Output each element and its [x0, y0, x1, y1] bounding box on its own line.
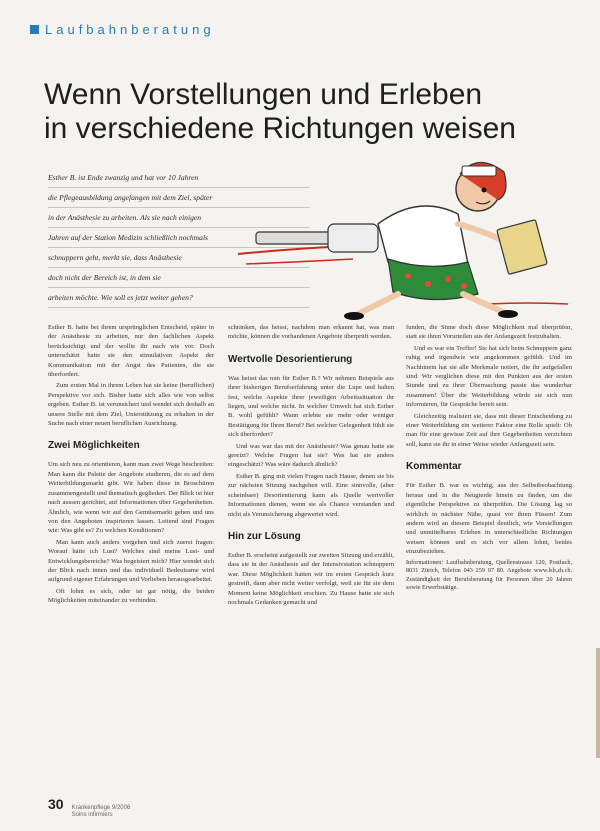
intro-line: in der Anästhesie zu arbeiten. Als sie nach einigen — [48, 208, 310, 228]
column-3 — [406, 323, 572, 595]
footer-line-1: Krankenpflege 9/2006 — [71, 805, 131, 811]
paragraph: Oft lohnt es sich, oder ist gar nötig, die beiden Möglichkeiten miteinander zu verbinden. — [48, 587, 214, 605]
footer-publication — [72, 805, 131, 819]
paragraph: Und was war das mit der Anästhesie? Was genau hatte sie gereizt? Welche Fragen hat sie? Was hat sie anders eingeschätzt? Was wäre dadurch ähnlich? — [228, 442, 394, 469]
paragraph: Zum ersten Mal in ihrem Leben hat sie keine (beruflichen) Perspektive vor sich. Bisher hatte sich alles wie von selbst ergeben. Esther B. ist verunsichert und wendet sich deshalb an unsere Stelle mit dem Ziel, Unterstützung zu erhalten in der Suche nach einer neuen beruflichen Ausrichtung. — [48, 382, 214, 428]
paragraph: Esther B. erscheint aufgestellt zur zweiten Sitzung und erzählt, dass sie in der Anästhesie auf der Intensivstation schnuppern war. Diese Möglichkeit hatten wir im ersten Gespräch kurz gestreift, dann aber nicht weiter verfolgt, weil sie für sie dem Moment keine Möglichkeit erschien. Zu Hause hatte sie sich nochmals Gedanken gemacht und — [228, 551, 394, 606]
subheading-wertvolle-desorientierung: Wertvolle Desorientierung — [228, 353, 353, 365]
paragraph: Gleichzeitig realisiert sie, dass mit dieser Entscheidung zu einer Weiterbildung ein weiterer Faktor eine Rolle spielt: Ob man für eine gewisse Zeit auf ihre Gegebenheiten verzichten soll, kann sie ihr in einer Weise wieder Anfangszeit sein. — [406, 412, 572, 448]
intro-line: die Pflegeausbildung angefangen mit dem Ziel, später — [48, 188, 310, 208]
subheading-kommentar: Kommentar — [406, 461, 462, 473]
intro-line: Esther B. ist Ende zwanzig und hat vor 10 Jahren — [48, 168, 310, 188]
intro-line: doch nicht der Bereich ist, in dem sie — [48, 268, 310, 288]
intro-line: arbeiten möchte. Wie soll es jetzt weiter gehen? — [48, 288, 310, 308]
page-number: 30 — [48, 796, 64, 812]
paragraph: funden, die Sinne doch diese Möglichkeit mal überprüfen, statt sie ihren Vorurteilen aus der Anfangszeit festzuhalten. — [406, 324, 572, 341]
info-note: Informationen: Laufbahnberatung, Quellenstrasse 120, Postfach, 8031 Zürich, Telefon 043 259 97 80. Angebote www.lsb.zh.ch. Zuständigkeit der Berufsberatung für Personen über 20 Jahren sowie Erwerbstätige. — [406, 558, 572, 592]
page-edge-mark — [596, 648, 600, 758]
paragraph: Man kann auch anders vorgehen und sich zuerst fragen: Worauf hätte ich Lust? Welches sind meine Lust- und Entwicklungsbereiche? Was begeistert mich? Hier wendet sich der Blick nach innen und das individuell Bedeutsame wird aufgrund eigener Erfahrungen und Vorlieben herausgearbeitet. — [48, 538, 214, 584]
paragraph: schränken, das heisst, nachdem man erkannt hat, was man möchte, können die vorhandenen Angebote überprüft werden. — [228, 324, 394, 341]
paragraph: Für Esther B. war es wichtig, aus der Selbstbeobachtung heraus und in die Neugierde hinein zu finden, um die eigentliche Perspektive zu überprüfen. Die Lösung lag so wirklich in nächster Nähe, quasi vor ihren Füssen! Zum andern wird an diesem Beispiel deutlich, wie Vorstellungen und unmittelbares Erleben in unterschiedliche Richtungen weisen können und es sich vor allem lohnt, beides einzubeziehen. — [406, 482, 572, 556]
column-1 — [48, 323, 214, 608]
paragraph: Und es war ein Treffer! Sie hat sich beim Schnuppern ganz ruhig und irgendwie wie angekommen gefühlt. Und im Nachhinein hat sie alle Merkmale notiert, die ihr aufgefallen sind. Wir verglichen diese mit den Punkten aus der ersten Stunde und zu ihrer Überraschung passte das wunderbar zusammen! Über die Weiterbildung würde sie sich nun informieren, für Gespräche bereit sein. — [406, 344, 572, 409]
running-nurse-cartoon-icon — [228, 154, 572, 324]
subheading-zwei-moeglichkeiten: Zwei Möglichkeiten — [48, 440, 140, 452]
paragraph: Um sich neu zu orientieren, kann man zwei Wege beschreiten: Man kann die Palette der Angebote studieren, die es auf dem Weiterbildungsmarkt gibt. Wir haben diese in Broschüren zusammengestellt und thematisch gegliedert. Der Blick ist hier nach aussen gerichtet, auf Informationen über Gegebenheiten. Ähnlich, wie wenn wir auf den Gemüsemarkt gehen und uns von den Angeboten inspirieren lassen. Leitend sind Fragen wie: Was gibt es? Zu welchen Konditionen? — [48, 461, 214, 535]
paragraph: Esther B. hatte bei ihrem ursprünglichen Entscheid, später in der Anästhesie zu arbeiten, nur den fachlichen Aspekt berücksichtigt und der wollte ihr nach wie vor. Doch unterschätzt hatte sie den stimulativen Aspekt der Kommunikation mit der Angst des Patienten, die sie überfordert. — [48, 324, 214, 379]
section-label: Laufbahnberatung — [45, 22, 215, 37]
intro-line: Jahren auf der Station Medizin schließlich nochmals — [48, 228, 310, 248]
subheading-hin-zur-loesung: Hin zur Lösung — [228, 530, 301, 542]
intro-line: schnuppern geht, merkt sie, dass Anästhesie — [48, 248, 310, 268]
article-columns — [48, 323, 572, 803]
section-tag — [30, 22, 215, 37]
footer-line-2: Soins infirmiers — [71, 812, 113, 818]
paragraph: Was heisst das nun für Esther B.? Wir nehmen Beispiele aus ihrer bisherigen Berufserfahrung unter die Lupe und halten fest, welche Aspekte ihrer jeweiligen Arbeitssituation ihr liegen, und welche nicht. In welcher Umwelt hat sich Esther B. wohl gefühlt? Wann erlebte sie mehr oder weniger Bestätigung für Ihren Beruf? Bei welcher Gelegenheit fühlt sie sich überfordert? — [228, 374, 394, 439]
headline — [44, 78, 584, 146]
page-footer — [48, 796, 130, 819]
headline-line-2: in verschiedene Richtungen weisen — [44, 112, 516, 145]
section-square-icon — [30, 25, 39, 34]
paragraph: Esther B. ging mit vielen Fragen nach Hause, denen sie bis zur nächsten Sitzung nachgehen will. Eine sinnvolle, (aber scheinbare) Desorientierung kann als Quelle wertvoller Informationen dienen, wenn sie als Chance verstanden und nicht als Verunsicherung abgewertet wird. — [228, 472, 394, 518]
column-2 — [228, 323, 394, 609]
headline-line-1: Wenn Vorstellungen und Erleben — [44, 78, 483, 111]
